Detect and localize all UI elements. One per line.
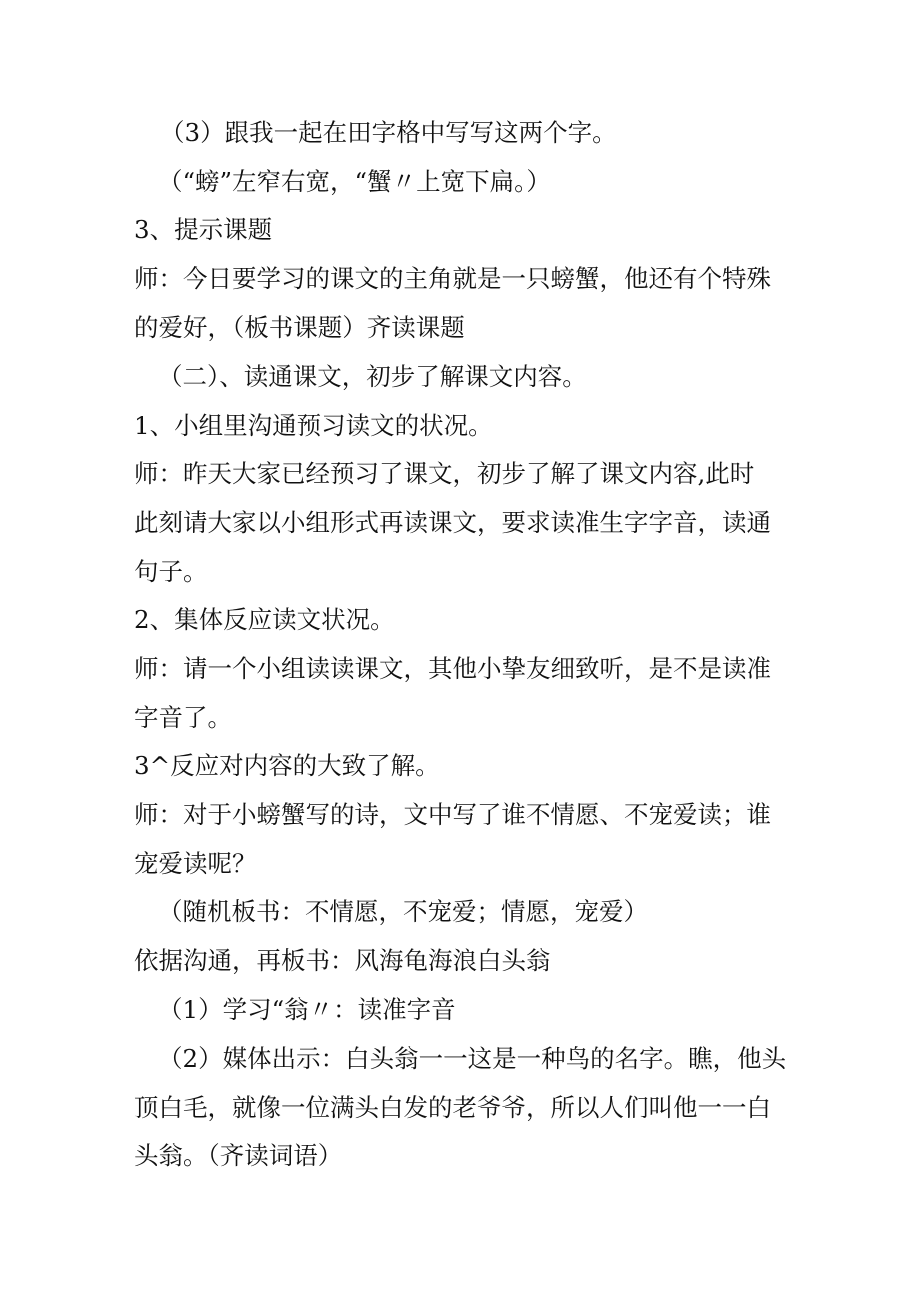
text-line: （3）跟我一起在田字格中写写这两个字。	[160, 118, 617, 147]
text-line: （2）媒体出示：白头翁一一这是一种鸟的名字。瞧，他头	[158, 1044, 787, 1073]
section-heading: 3、提示课题	[134, 215, 273, 244]
section-heading: 2、集体反应读文状况。	[134, 605, 395, 634]
text-line: 宠爱读呢？	[134, 849, 257, 878]
text-line: 师：昨天大家已经预习了课文，初步了解了课文内容,此时	[134, 459, 755, 488]
section-heading: 1、小组里沟通预习读文的状况。	[134, 411, 493, 440]
text-line: 头翁。（齐读词语）	[134, 1141, 343, 1170]
text-line: （“螃”左窄右宽，“蟹〃上宽下扁。）	[158, 167, 551, 196]
text-line: 的爱好，（板书课题）齐读课题	[134, 313, 465, 342]
section-heading: （二）、读通课文，初步了解课文内容。	[158, 362, 587, 391]
text-line: 师：今日要学习的课文的主角就是一只螃蟹，他还有个特殊	[134, 264, 771, 293]
text-line: 字音了。	[134, 703, 232, 732]
text-line: 句子。	[134, 557, 208, 586]
text-line: （随机板书：不情愿，不宠爱；情愿，宠爱）	[158, 897, 648, 926]
text-line: 依据沟通，再板书：风海龟海浪白头翁	[134, 946, 551, 975]
text-line: 师：对于小螃蟹写的诗，文中写了谁不情愿、不宠爱读；谁	[134, 800, 771, 829]
text-line: 顶白毛，就像一位满头白发的老爷爷，所以人们叫他一一白	[134, 1093, 771, 1122]
text-line: 此刻请大家以小组形式再读课文，要求读准生字字音，读通	[134, 508, 771, 537]
text-line: 师：请一个小组读读课文，其他小挚友细致听，是不是读准	[134, 654, 771, 683]
section-heading: 3^反应对内容的大致了解。	[134, 751, 440, 780]
text-line: （1）学习“翁〃：读准字音	[158, 995, 456, 1024]
